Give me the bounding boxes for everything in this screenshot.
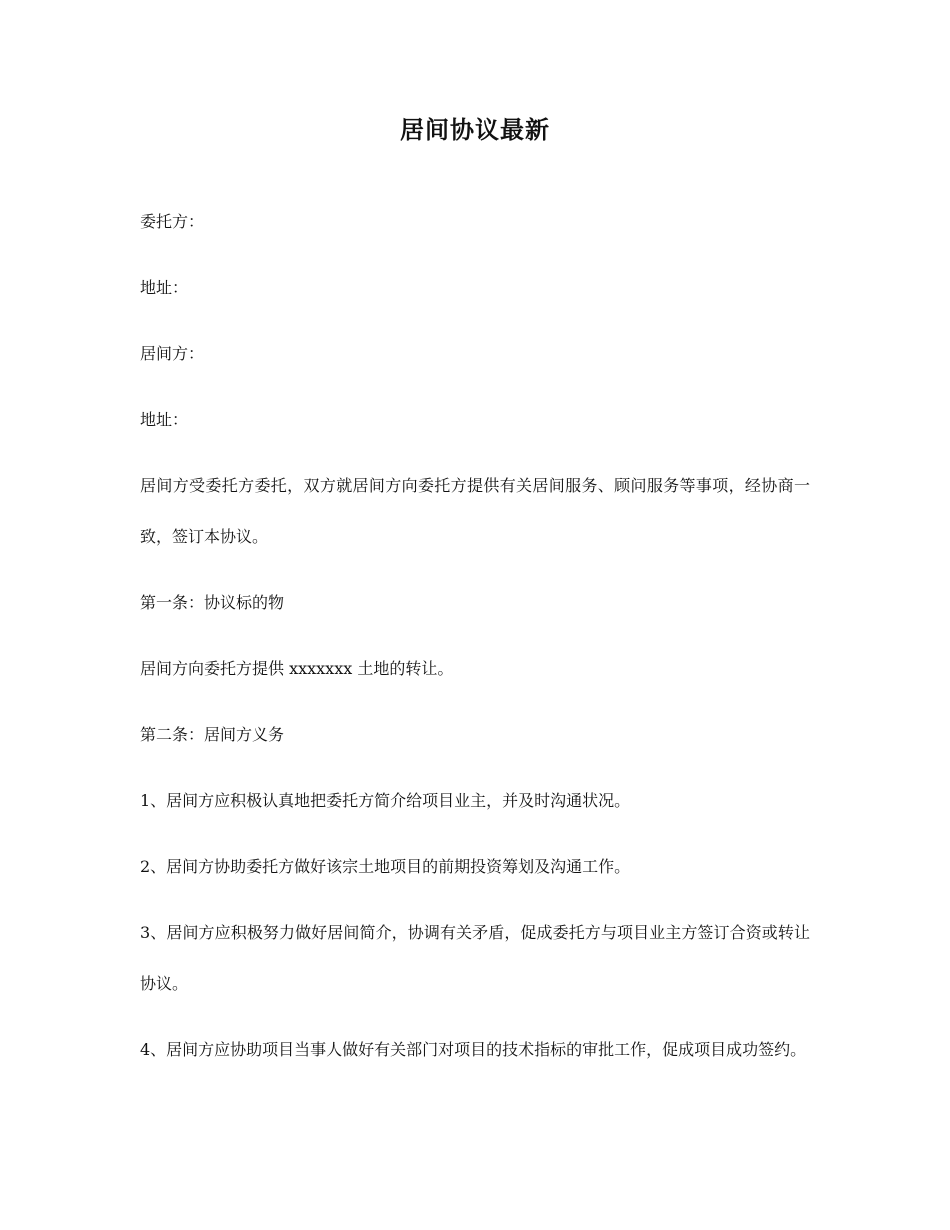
article-2-heading: 第二条：居间方义务 (140, 725, 285, 744)
article-2-item-2: 2、居间方协助委托方做好该宗土地项目的前期投资筹划及沟通工作。 (140, 857, 631, 876)
paragraph-client: 委托方： (140, 212, 205, 231)
paragraph-client-address: 地址： (140, 278, 189, 297)
paragraph-intermediary-address: 地址： (140, 410, 189, 429)
paragraph-intermediary: 居间方： (140, 344, 205, 363)
document-body (140, 196, 810, 1090)
article-2-item-4: 4、居间方应协助项目当事人做好有关部门对项目的技术指标的审批工作，促成项目成功签约。 (140, 1040, 807, 1059)
article-2-item-1: 1、居间方应积极认真地把委托方简介给项目业主，并及时沟通状况。 (140, 791, 631, 810)
document-title: 居间协议最新 (400, 116, 550, 144)
article-1-content: 居间方向委托方提供 xxxxxxx 土地的转让。 (140, 659, 454, 678)
article-1-heading: 第一条：协议标的物 (140, 593, 285, 612)
article-2-item-3: 3、居间方应积极努力做好居间简介，协调有关矛盾，促成委托方与项目业主方签订合资或转让协议。 (140, 923, 810, 993)
paragraph-preamble: 居间方受委托方委托，双方就居间方向委托方提供有关居间服务、顾问服务等事项，经协商一致，签订本协议。 (140, 476, 810, 546)
